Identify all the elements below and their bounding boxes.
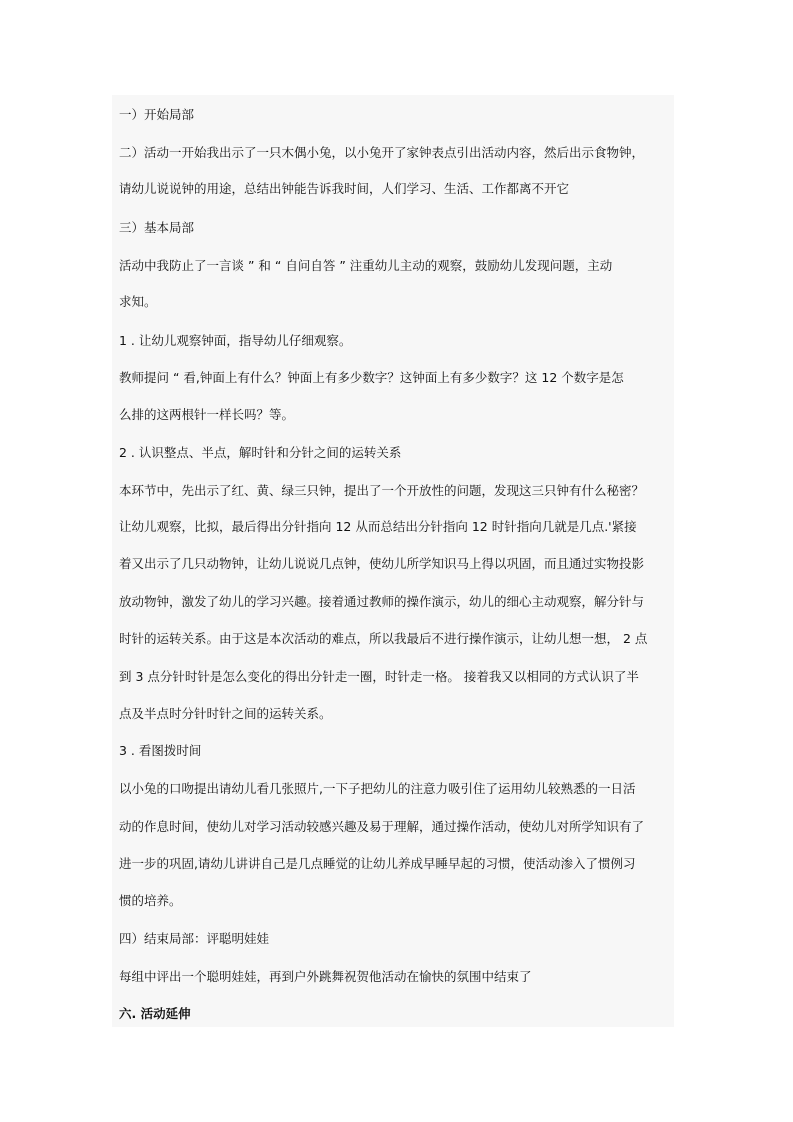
- paragraph-line: 时针的运转关系。由于这是本次活动的难点，所以我最后不进行操作演示，让幼儿想一想， 2 点: [119, 631, 648, 646]
- section-heading-basic: 三）基本局部: [119, 220, 195, 235]
- section-heading-end: 四）结束局部：评聪明娃娃: [119, 931, 270, 946]
- list-item-heading: 2 . 认识整点、半点，解时针和分针之间的运转关系: [119, 445, 402, 460]
- paragraph-line: 让幼儿观察，比拟，最后得出分针指向 12 从而总结出分针指向 12 时针指向几就是几点.'紧接: [119, 519, 637, 534]
- paragraph-line: 放动物钟，激发了幼儿的学习兴趣。接着通过教师的操作演示，幼儿的细心主动观察，解分针与: [119, 594, 645, 609]
- paragraph-line: 请幼儿说说钟的用途，总结出钟能告诉我时间，人们学习、生活、工作都离不开它: [119, 181, 570, 196]
- paragraph-line: 点及半点时分针时针之间的运转关系。: [119, 706, 332, 721]
- paragraph-line: 到 3 点分针时针是怎么变化的得出分针走一圈，时针走一格。 接着我又以相同的方式认识了半: [119, 669, 639, 684]
- paragraph-line: 着又出示了几只动物钟，让幼儿说说几点钟，使幼儿所学知识马上得以巩固，而且通过实物投影: [119, 556, 645, 571]
- paragraph-line: 活动中我防止了一言谈 ” 和 “ 自问自答 ” 注重幼儿主动的观察，鼓励幼儿发现问题，主动: [119, 258, 613, 273]
- paragraph-line: 动的作息时间，使幼儿对学习活动较感兴趣及易于理解，通过操作活动，使幼儿对所学知识有了: [119, 819, 645, 834]
- list-item-heading: 3 . 看图拨时间: [119, 743, 202, 758]
- list-item-heading: 1 . 让幼儿观察钟面，指导幼儿仔细观察。: [119, 333, 352, 348]
- paragraph-line: 本环节中，先出示了红、黄、绿三只钟，提出了一个开放性的问题，发现这三只钟有什么秘密？: [119, 483, 645, 498]
- section-heading-start: 一）开始局部: [119, 107, 195, 122]
- paragraph-line: 以小兔的口吻提出请幼儿看几张照片,一下子把幼儿的注意力吸引住了运用幼儿较熟悉的一日活: [119, 781, 636, 796]
- section-heading-extension: 六. 活动延伸: [119, 1006, 191, 1021]
- paragraph-line: 每组中评出一个聪明娃娃，再到户外跳舞祝贺他活动在愉快的氛围中结束了: [119, 969, 532, 984]
- paragraph-line: 进一步的巩固,请幼儿讲讲自己是几点睡觉的让幼儿养成早睡早起的习惯，使活动渗入了惯例习: [119, 856, 636, 871]
- paragraph-line: 教师提问 “ 看,钟面上有什么？钟面上有多少数字？这钟面上有多少数字？这 12 个数字是怎: [119, 370, 624, 385]
- paragraph-line: 二）活动一开始我出示了一只木偶小兔，以小兔开了家钟表点引出活动内容，然后出示食物钟，: [119, 145, 645, 160]
- paragraph-line: 么排的这两根针一样长吗？等。: [119, 407, 295, 422]
- paragraph-line: 求知。: [119, 294, 157, 309]
- paragraph-line: 惯的培养。: [119, 893, 182, 908]
